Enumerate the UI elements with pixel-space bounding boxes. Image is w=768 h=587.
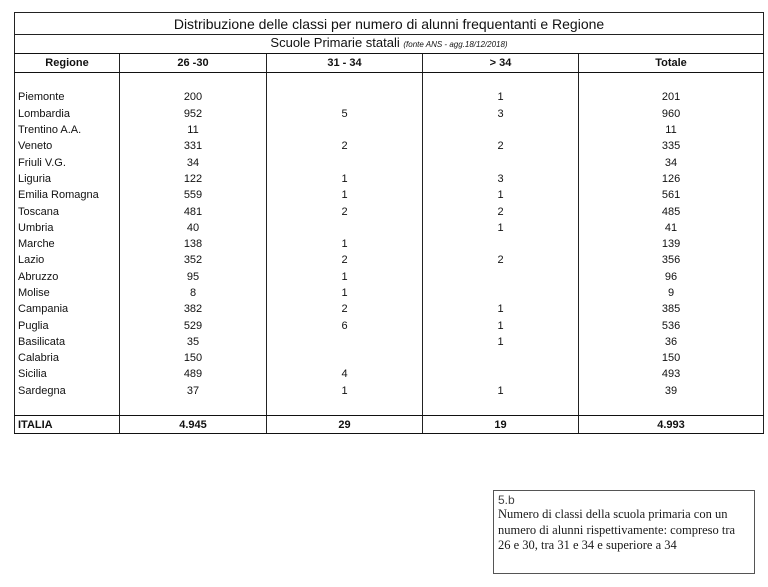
cell-regione: Toscana [15, 203, 120, 219]
total-cell-26-30: 4.945 [120, 416, 267, 434]
cell-26-30: 40 [120, 220, 267, 236]
cell-regione: Lazio [15, 252, 120, 268]
cell-totale: 34 [579, 154, 764, 170]
caption-number: 5.b [498, 493, 515, 507]
cell-31-34 [267, 334, 423, 350]
cell-26-30: 11 [120, 122, 267, 138]
cell-31-34 [267, 89, 423, 105]
cell-totale: 356 [579, 252, 764, 268]
cell-regione: Veneto [15, 138, 120, 154]
cell-over-34: 1 [423, 334, 579, 350]
table-row [15, 154, 764, 170]
cell-over-34: 1 [423, 89, 579, 105]
header-regione: Regione [15, 54, 120, 73]
table-row [15, 236, 764, 252]
cell-regione: Molise [15, 285, 120, 301]
cell-over-34 [423, 154, 579, 170]
cell-regione: Sicilia [15, 366, 120, 382]
table-row [15, 301, 764, 317]
cell-totale: 485 [579, 203, 764, 219]
cell-over-34: 1 [423, 301, 579, 317]
cell-regione: Piemonte [15, 89, 120, 105]
table-row [15, 138, 764, 154]
cell-26-30: 559 [120, 187, 267, 203]
total-cell-regione: ITALIA [15, 416, 120, 434]
table-row [15, 269, 764, 285]
cell-31-34: 2 [267, 301, 423, 317]
table-row [15, 366, 764, 382]
table-row [15, 383, 764, 399]
cell-31-34 [267, 154, 423, 170]
cell-totale: 96 [579, 269, 764, 285]
cell-totale: 139 [579, 236, 764, 252]
cell-totale: 536 [579, 317, 764, 333]
table-row [15, 171, 764, 187]
table-row [15, 187, 764, 203]
cell-regione: Friuli V.G. [15, 154, 120, 170]
cell-26-30: 952 [120, 106, 267, 122]
cell-26-30: 481 [120, 203, 267, 219]
cell-26-30: 122 [120, 171, 267, 187]
table-title: Distribuzione delle classi per numero di alunni frequentanti e Regione [15, 13, 764, 35]
cell-over-34: 1 [423, 317, 579, 333]
table-row [15, 89, 764, 105]
cell-regione: Marche [15, 236, 120, 252]
cell-over-34: 3 [423, 171, 579, 187]
cell-over-34: 2 [423, 138, 579, 154]
table-body [15, 13, 764, 434]
cell-totale: 39 [579, 383, 764, 399]
cell-totale: 335 [579, 138, 764, 154]
table-row [15, 122, 764, 138]
spacer-row [15, 73, 764, 90]
figure-caption-box [493, 490, 755, 574]
table-row [15, 252, 764, 268]
cell-31-34 [267, 122, 423, 138]
cell-26-30: 200 [120, 89, 267, 105]
cell-over-34: 2 [423, 252, 579, 268]
table-subtitle-cell [15, 35, 764, 54]
table-row [15, 350, 764, 366]
cell-totale: 9 [579, 285, 764, 301]
cell-regione: Trentino A.A. [15, 122, 120, 138]
total-cell-over-34: 19 [423, 416, 579, 434]
cell-totale: 150 [579, 350, 764, 366]
cell-31-34: 1 [267, 171, 423, 187]
cell-totale: 561 [579, 187, 764, 203]
cell-over-34: 3 [423, 106, 579, 122]
cell-26-30: 382 [120, 301, 267, 317]
cell-regione: Puglia [15, 317, 120, 333]
cell-31-34: 4 [267, 366, 423, 382]
table-row [15, 285, 764, 301]
cell-31-34: 5 [267, 106, 423, 122]
cell-31-34: 2 [267, 252, 423, 268]
cell-regione: Campania [15, 301, 120, 317]
cell-totale: 126 [579, 171, 764, 187]
cell-over-34 [423, 269, 579, 285]
cell-26-30: 138 [120, 236, 267, 252]
cell-regione: Abruzzo [15, 269, 120, 285]
cell-26-30: 331 [120, 138, 267, 154]
header-totale: Totale [579, 54, 764, 73]
header-31-34: 31 - 34 [267, 54, 423, 73]
cell-totale: 11 [579, 122, 764, 138]
cell-totale: 385 [579, 301, 764, 317]
cell-31-34: 6 [267, 317, 423, 333]
table-subtitle: Scuole Primarie statali [270, 35, 400, 50]
table-row [15, 334, 764, 350]
cell-over-34 [423, 236, 579, 252]
cell-regione: Liguria [15, 171, 120, 187]
cell-26-30: 35 [120, 334, 267, 350]
classes-distribution-table [14, 12, 764, 434]
cell-31-34 [267, 220, 423, 236]
table-row [15, 106, 764, 122]
source-note: (fonte ANS - agg.18/12/2018) [403, 40, 508, 49]
header-row [15, 54, 764, 73]
cell-totale: 41 [579, 220, 764, 236]
total-cell-31-34: 29 [267, 416, 423, 434]
cell-31-34: 1 [267, 236, 423, 252]
cell-over-34 [423, 366, 579, 382]
cell-31-34: 2 [267, 203, 423, 219]
cell-31-34 [267, 350, 423, 366]
table-row [15, 317, 764, 333]
cell-26-30: 95 [120, 269, 267, 285]
cell-over-34: 1 [423, 383, 579, 399]
cell-regione: Sardegna [15, 383, 120, 399]
cell-26-30: 37 [120, 383, 267, 399]
cell-regione: Calabria [15, 350, 120, 366]
cell-31-34: 1 [267, 269, 423, 285]
caption-text: Numero di classi della scuola primaria con un numero di alunni rispettivamente: compreso tra 26 e 30, tra 31 e 34 e superiore a 34 [498, 507, 736, 552]
cell-31-34: 1 [267, 187, 423, 203]
cell-over-34: 1 [423, 187, 579, 203]
cell-totale: 493 [579, 366, 764, 382]
cell-over-34: 1 [423, 220, 579, 236]
cell-26-30: 8 [120, 285, 267, 301]
header-26-30: 26 -30 [120, 54, 267, 73]
cell-totale: 36 [579, 334, 764, 350]
cell-over-34 [423, 350, 579, 366]
cell-totale: 201 [579, 89, 764, 105]
cell-31-34: 2 [267, 138, 423, 154]
cell-26-30: 150 [120, 350, 267, 366]
header-over-34: > 34 [423, 54, 579, 73]
spacer-row [15, 399, 764, 416]
cell-over-34 [423, 122, 579, 138]
total-row [15, 416, 764, 434]
cell-totale: 960 [579, 106, 764, 122]
cell-regione: Emilia Romagna [15, 187, 120, 203]
cell-over-34 [423, 285, 579, 301]
cell-31-34: 1 [267, 383, 423, 399]
cell-regione: Lombardia [15, 106, 120, 122]
cell-31-34: 1 [267, 285, 423, 301]
total-cell-totale: 4.993 [579, 416, 764, 434]
cell-26-30: 352 [120, 252, 267, 268]
cell-26-30: 529 [120, 317, 267, 333]
cell-26-30: 489 [120, 366, 267, 382]
cell-regione: Basilicata [15, 334, 120, 350]
table-row [15, 220, 764, 236]
table-row [15, 203, 764, 219]
cell-regione: Umbria [15, 220, 120, 236]
cell-over-34: 2 [423, 203, 579, 219]
cell-26-30: 34 [120, 154, 267, 170]
